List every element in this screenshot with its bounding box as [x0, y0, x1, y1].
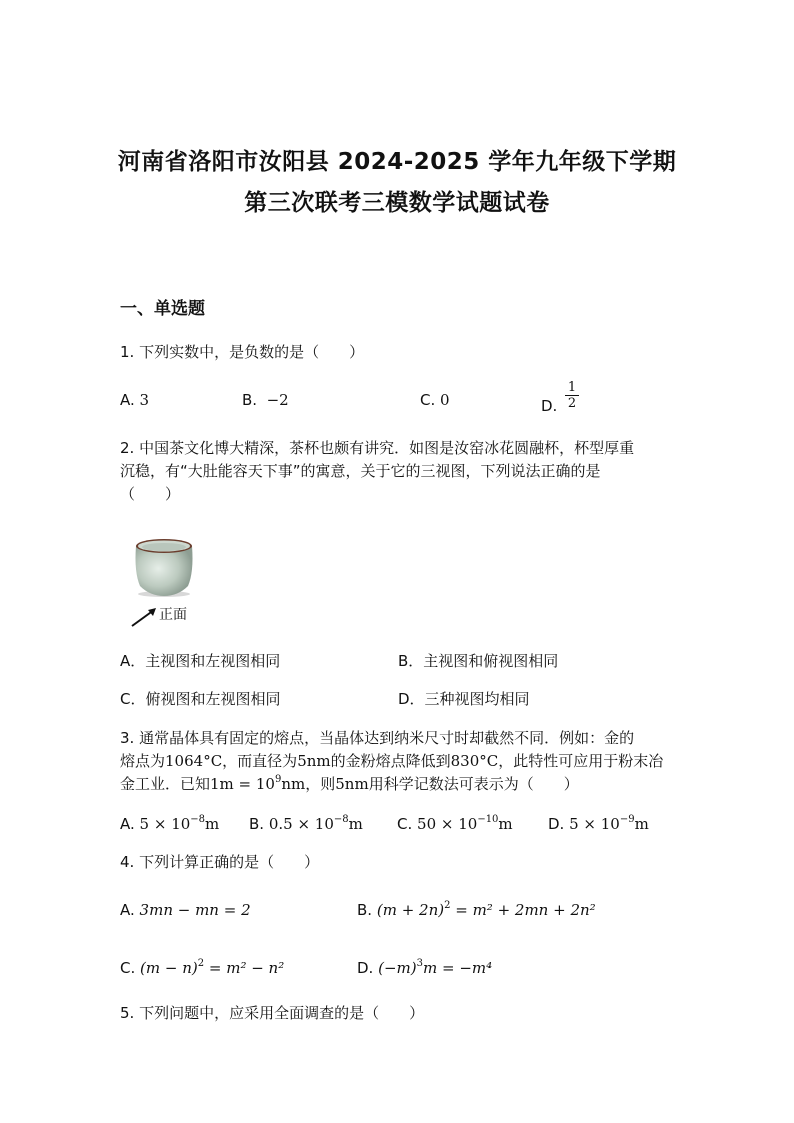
q1-stem: 1. 下列实数中，是负数的是（ ） [120, 343, 365, 361]
q2-stem-line3: （ ） [120, 485, 181, 503]
q1-option-c: C. 0 [420, 391, 450, 409]
q1-option-d-fraction: 1 2 [565, 381, 579, 410]
q3-option-c: C. $50 \times 10^{-10}m$ [397, 814, 513, 833]
q2-option-a: A．主视图和左视图相同 [120, 652, 281, 670]
q3-stem-line1: 3. 通常晶体具有固定的熔点，当晶体达到纳米尺寸时却截然不同．例如：金的 [120, 729, 635, 747]
q4-stem: 4. 下列计算正确的是（ ） [120, 853, 320, 871]
q2-figure-label: 正面 [159, 607, 187, 623]
q1-option-a: A. 3 [120, 391, 150, 409]
q3-stem-line2: 熔点为1064°C，而直径为5nm的金粉熔点降低到830°C，此特性可应用于粉末冶 [120, 752, 664, 770]
q2-option-d: D．三种视图均相同 [398, 690, 530, 708]
q2-stem-line1: 2. 中国茶文化博大精深，茶杯也颇有讲究．如图是汝窑冰花圆融杯，杯型厚重 [120, 439, 635, 457]
q2-stem-line2: 沉稳，有“大肚能容天下事”的寓意，关于它的三视图，下列说法正确的是 [120, 462, 601, 480]
q4-option-a: A. 3mn − mn = 2 [120, 901, 251, 919]
q1-option-b: B. −2 [242, 391, 289, 409]
q4-option-c: C. $(m - n)^2 = m^2 - n^2$ [120, 958, 285, 977]
q3-option-b: B. $0.5 \times 10^{-8}m$ [249, 814, 363, 833]
q3-stem-line3: 金工业．已知$1m = 10^9nm$，则5nm用科学记数法可表示为（ ） [120, 774, 579, 793]
q1-option-d: D. [541, 397, 558, 415]
page-title-line2: 第三次联考三模数学试题试卷 [244, 190, 550, 216]
q4-option-d: D. $(-m)^3m = -m^4$ [357, 958, 493, 977]
q2-option-b: B．主视图和俯视图相同 [398, 652, 559, 670]
page-title-line1: 河南省洛阳市汝阳县 2024-2025 学年九年级下学期 [117, 149, 677, 175]
q3-option-a: A. $5 \times 10^{-8}m$ [120, 814, 220, 833]
q5-stem: 5. 下列问题中，应采用全面调查的是（ ） [120, 1004, 425, 1022]
section-heading: 一、单选题 [120, 299, 205, 319]
q2-option-c: C．俯视图和左视图相同 [120, 690, 281, 708]
q3-option-d: D. $5 \times 10^{-9}m$ [548, 814, 649, 833]
q4-option-b: B. $(m + 2n)^2 = m^2 + 2mn + 2n^2$ [357, 900, 596, 919]
